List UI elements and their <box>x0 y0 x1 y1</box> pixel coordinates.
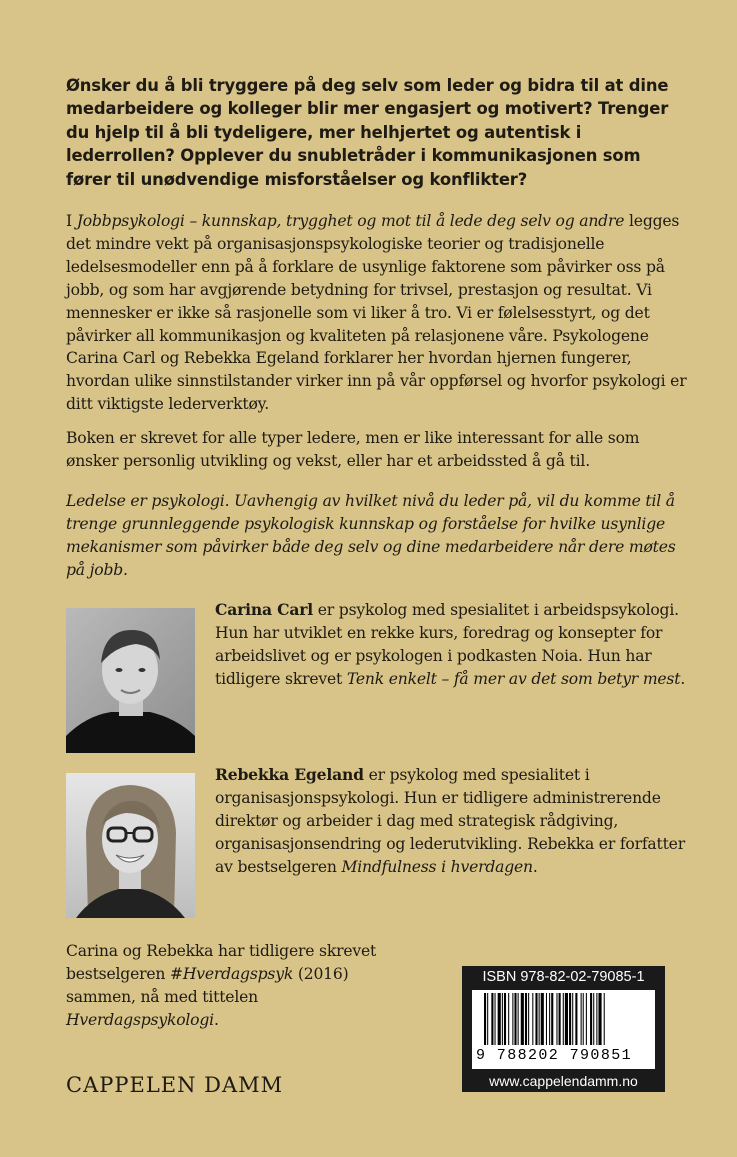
publisher-url: www.cappelendamm.no <box>489 1073 638 1089</box>
barcode <box>484 993 644 1045</box>
isbn-number: ISBN 978-82-02-79085-1 <box>482 969 645 985</box>
barcode-bar <box>604 993 605 1045</box>
closing-paragraph: Carina og Rebekka har tidligere skrevet bestselgeren #Hverdagspsyk (2016) sammen, nå med tittelen Hverdagspsykologi. <box>66 942 377 1029</box>
author-photo-rebekka-egeland <box>66 773 195 918</box>
author-book-title: Mindfulness i hverdagen <box>341 857 533 876</box>
author-name: Carina Carl <box>215 600 313 619</box>
barcode-bar <box>593 993 594 1045</box>
previous-book-title: #Hverdagspsyk <box>170 964 294 983</box>
barcode-bar <box>551 993 553 1045</box>
author-photo-carina-carl <box>66 608 195 753</box>
author-bio-carina-carl: Carina Carl er psykolog med spesialitet i arbeidspsykologi. Hun har utviklet en rekke kurs, foredrag og konsepter for arbeidslivet og er psykologen i podkasten Noia. Hun har tidligere skrevet Tenk enkelt – få mer av det som betyr mest. <box>215 600 686 688</box>
barcode-bar <box>528 993 529 1045</box>
barcode-bar <box>487 993 488 1045</box>
barcode-bar <box>590 993 592 1045</box>
barcode-bar <box>484 993 486 1045</box>
author-book-title: Tenk enkelt – få mer av det som betyr mest <box>346 669 681 688</box>
publisher-logo: CAPPELEN DAMM <box>66 1073 284 1097</box>
barcode-bar <box>498 993 501 1045</box>
tagline-paragraph: Ledelse er psykologi. Uavhengig av hvilket nivå du leder på, vil du komme til å trenge grunnleggende psykologisk kunnskap og forståelse for hvilke usynlige mekanismer som påvirker både deg selv og dine medarbeidere når dere møtes på jobb. <box>66 492 676 579</box>
barcode-bar <box>495 993 496 1045</box>
new-book-title: Hverdagspsykologi <box>66 1010 214 1029</box>
barcode-bar <box>541 993 544 1045</box>
barcode-bar <box>549 993 550 1045</box>
barcode-bar <box>583 993 584 1045</box>
description-paragraph <box>66 210 691 416</box>
book-title-italic: Jobbpsykologi – kunnskap, trygghet og mot til å lede deg selv og andre <box>76 212 625 230</box>
barcode-bar <box>563 993 564 1045</box>
barcode-bar <box>598 993 601 1045</box>
barcode-bar <box>518 993 519 1045</box>
barcode-bar <box>504 993 506 1045</box>
barcode-bar <box>525 993 527 1045</box>
barcode-bar <box>559 993 561 1045</box>
barcode-bar <box>586 993 587 1045</box>
barcode-bar <box>514 993 516 1045</box>
barcode-bar <box>556 993 557 1045</box>
barcode-bar <box>512 993 513 1045</box>
author-bio-rebekka-egeland: Rebekka Egeland er psykolog med spesialitet i organisasjonspsykologi. Hun er tidligere administrerende direktør og arbeider i dag med strategisk rådgiving, organisasjonsendring og lederutvikling. Rebekka er forfatter av bestselgeren Mindfulness i hverdagen. <box>215 765 685 876</box>
barcode-bar <box>572 993 573 1045</box>
description-prefix: I <box>66 212 77 230</box>
barcode-bar <box>565 993 568 1045</box>
barcode-bar <box>539 993 540 1045</box>
barcode-bar <box>521 993 524 1045</box>
description-body: legges det mindre vekt på organisasjonspsykologiske teorier og tradisjonelle ledelsesmodeller enn på å forklare de usynlige faktorene som påvirker oss på jobb, og som har avgjørende betydning for trivsel, prestasjon og resultat. Vi mennesker er ikke så rasjonelle som vi liker å tro. Vi er følelsesstyrt, og det påvirker all kommunikasjon og kvaliteten på relasjonene våre. Psykologene Carina Carl og Rebekka Egeland forklarer her hvordan hjernen fungerer, hvordan ulike sinnstilstander virker inn på vår oppførsel og hvorfor psykologi er ditt viktigste lederverktøy. <box>66 212 687 414</box>
barcode-bar <box>575 993 577 1045</box>
barcode-bar <box>532 993 533 1045</box>
barcode-bar <box>546 993 547 1045</box>
lead-paragraph: Ønsker du å bli tryggere på deg selv som leder og bidra til at dine medarbeidere og kolleger blir mer engasjert og motivert? Trenger du hjelp til å bli tydeligere, mer helhjertet og autentisk i lederrollen? Opplever du snubletråder i kommunikasjonen som fører til unødvendige misforståelser og konflikter? <box>66 76 669 189</box>
barcode-bar <box>502 993 503 1045</box>
barcode-bar <box>491 993 493 1045</box>
barcode-digits: 9 788202 790851 <box>476 1047 633 1064</box>
barcode-bar <box>508 993 509 1045</box>
barcode-bar <box>581 993 582 1045</box>
barcode-bar <box>535 993 537 1045</box>
audience-paragraph: Boken er skrevet for alle typer ledere, men er like interessant for alle som ønsker personlig utvikling og vekst, eller har et arbeidssted å gå til. <box>66 429 640 470</box>
barcode-bar <box>596 993 597 1045</box>
barcode-bar <box>569 993 571 1045</box>
author-name: Rebekka Egeland <box>215 765 364 784</box>
